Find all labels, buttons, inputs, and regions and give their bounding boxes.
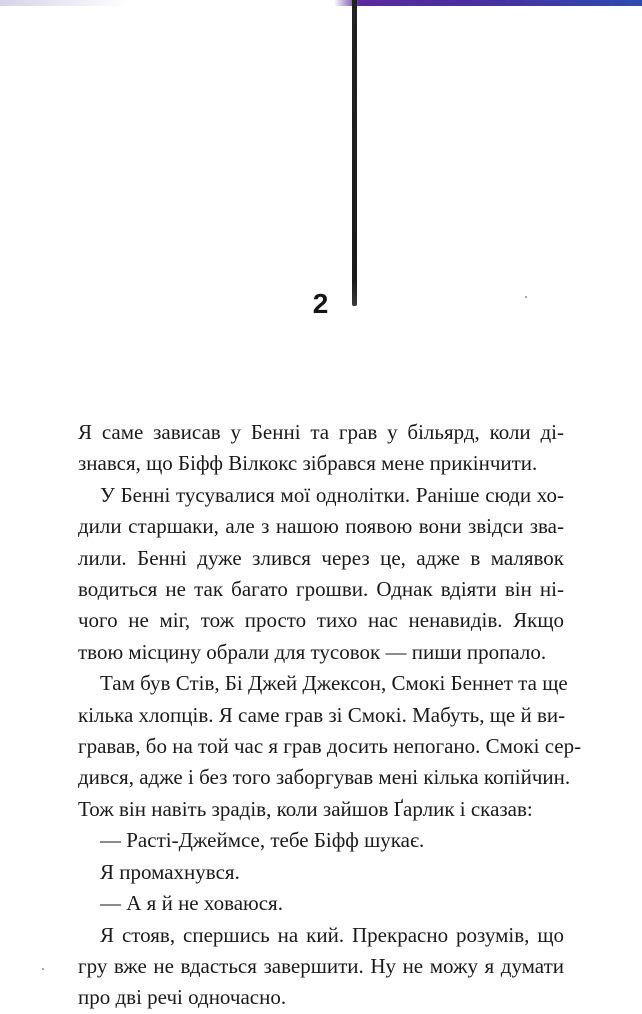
paper-speck	[42, 968, 44, 970]
text-line: Тож він навіть зрадів, коли зайшов Ґарлик і сказав:	[78, 796, 533, 821]
text-line: гру вже не вдасться завершити. Ну не можу я думати	[78, 953, 564, 978]
paragraph	[78, 857, 564, 888]
text-line: чого не міг, тож просто тихо нас ненавидів. Якщо	[78, 608, 564, 633]
text-line: Я саме зависав у Бенні та грав у більярд, коли ді-	[78, 420, 564, 444]
text-line: — Расті-Джеймсе, тебе Біфф шукає.	[100, 828, 425, 853]
chapter-vertical-line	[352, 0, 357, 306]
text-line: кілька хлопців. Я саме грав зі Смокі. Мабуть, ще й ви-	[78, 702, 566, 727]
text-line: — А я й не ховаюся.	[100, 891, 283, 916]
chapter-number: 2	[312, 288, 330, 319]
text-line: твою місцину обрали для тусовок — пиши пропало.	[78, 639, 547, 664]
paragraph	[78, 417, 564, 480]
paragraph	[78, 668, 582, 825]
text-line: Там був Стів, Бі Джей Джексон, Смокі Беннет та ще	[100, 671, 568, 696]
text-line: про дві речі одночасно.	[78, 985, 287, 1010]
text-line: дився, адже і без того заборгував мені кілька копійчин.	[78, 765, 571, 790]
text-line: водиться не так багато грошви. Однак вдіяти він ні-	[78, 577, 564, 602]
paper-speck	[525, 296, 527, 298]
top-color-band	[0, 0, 642, 6]
text-line: лили. Бенні дуже злився через це, адже в малявок	[78, 545, 564, 570]
text-line: дили старшаки, але з нашою появою вони звідси зва-	[78, 514, 564, 539]
text-line: гравав, бо на той час я грав досить непогано. Смокі сер-	[78, 734, 582, 759]
paragraph	[78, 825, 564, 856]
paragraph	[78, 480, 564, 668]
text-line: Я промахнувся.	[100, 859, 240, 884]
paragraph	[78, 888, 564, 919]
text-line: знався, що Біфф Вілкокс зібрався мене прикінчити.	[78, 451, 538, 476]
text-line: У Бенні тусувалися мої однолітки. Раніше сюди хо-	[100, 482, 564, 507]
body-text	[78, 417, 582, 1014]
text-line: Я стояв, спершись на кий. Прекрасно розумів, що	[100, 922, 564, 947]
